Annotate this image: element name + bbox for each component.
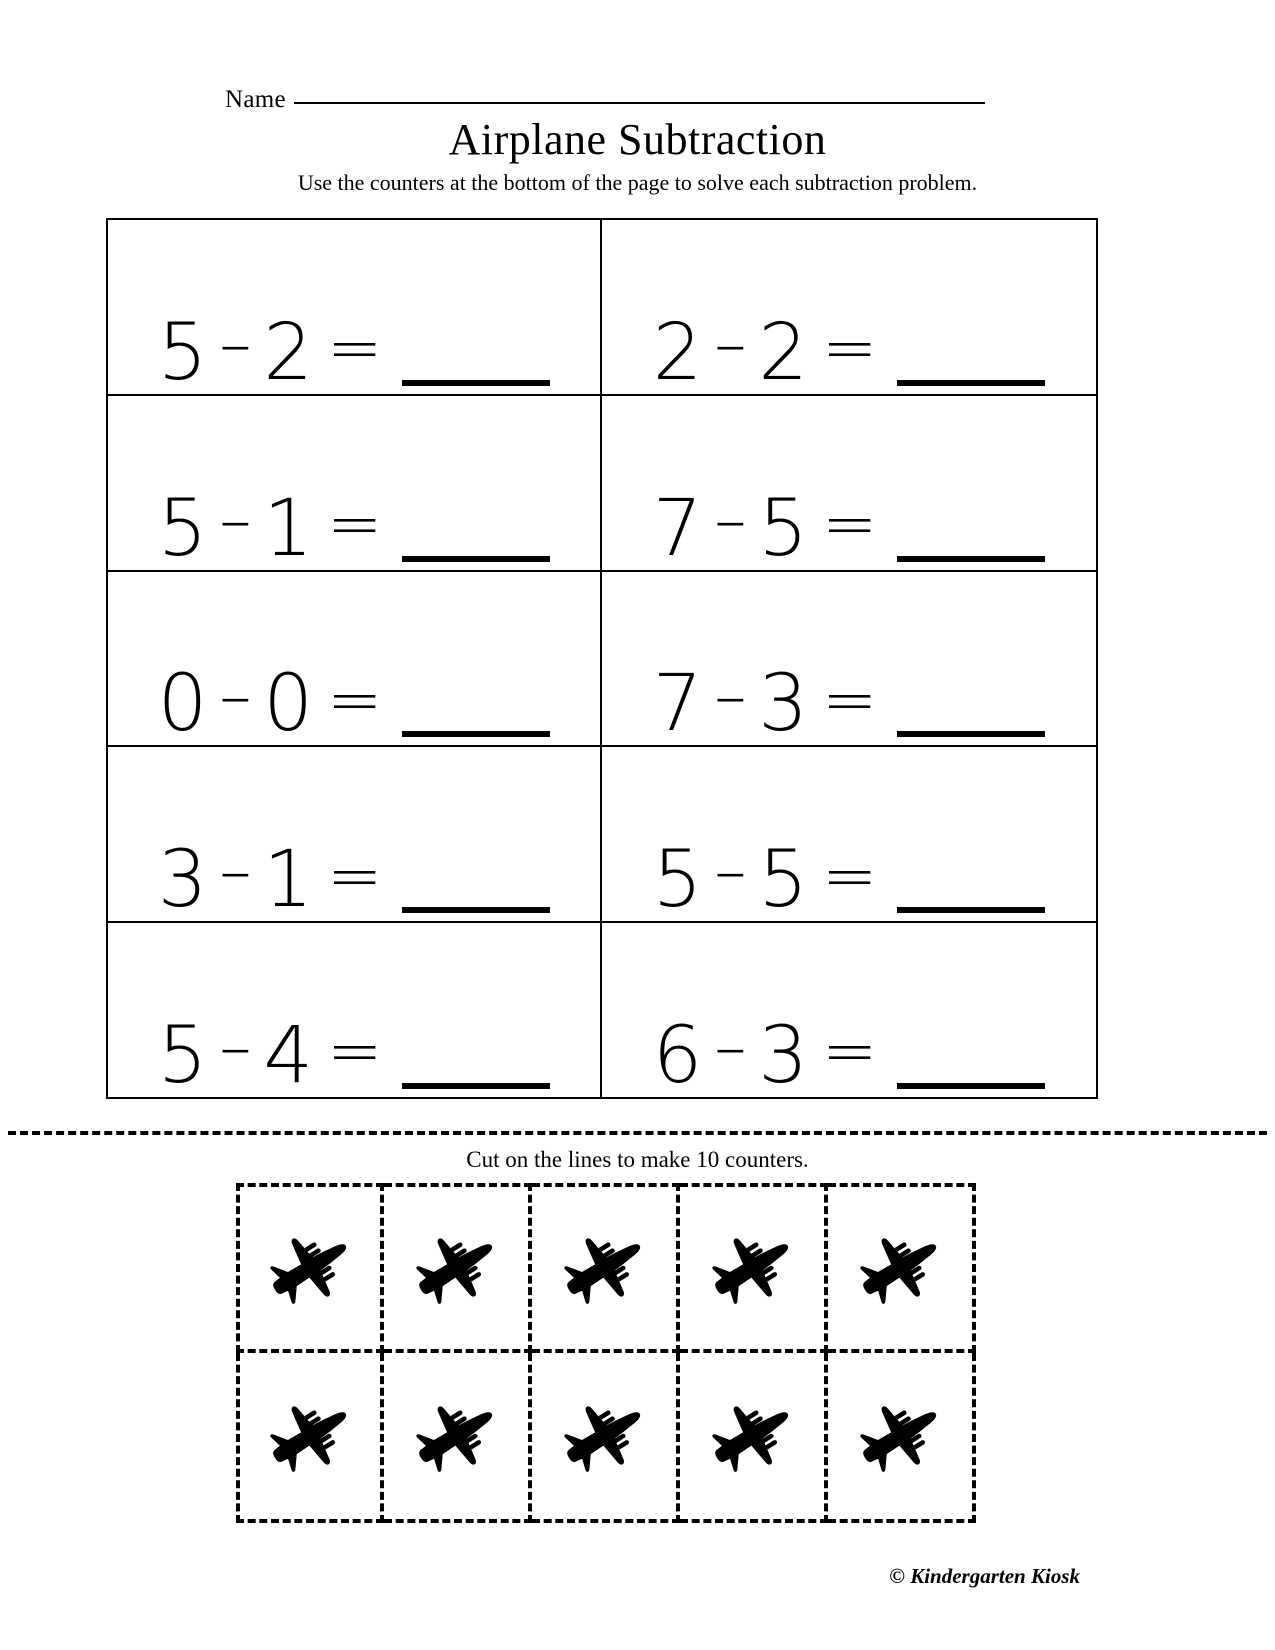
minuend: 5 <box>652 835 703 926</box>
airplane-icon <box>258 1384 362 1488</box>
counter-card[interactable] <box>828 1353 976 1523</box>
subtraction-equation <box>108 483 600 574</box>
minus-operator: – <box>714 835 747 910</box>
problem-cell <box>108 747 602 926</box>
subtraction-equation <box>602 307 1096 398</box>
airplane-icon <box>700 1216 804 1320</box>
name-field-row <box>225 86 985 114</box>
minuend: 7 <box>652 483 703 574</box>
answer-blank[interactable] <box>897 1083 1045 1089</box>
airplane-icon <box>404 1384 508 1488</box>
airplane-icon <box>404 1216 508 1320</box>
problem-row <box>108 747 1096 926</box>
answer-blank[interactable] <box>402 731 550 737</box>
answer-blank[interactable] <box>402 556 550 562</box>
minus-operator: – <box>714 483 747 558</box>
counter-card[interactable] <box>828 1183 976 1353</box>
name-label: Name <box>225 86 286 113</box>
minus-operator: – <box>219 659 252 734</box>
minuend: 2 <box>652 307 703 398</box>
problem-cell <box>108 396 602 574</box>
problem-row <box>108 572 1096 748</box>
equals-sign: = <box>326 660 383 738</box>
minuend: 0 <box>157 659 208 750</box>
counter-card[interactable] <box>384 1353 532 1523</box>
problem-cell <box>108 220 602 398</box>
subtrahend: 5 <box>758 483 808 574</box>
problem-cell <box>108 923 602 1101</box>
counter-card[interactable] <box>236 1353 384 1523</box>
counters-caption: Cut on the lines to make 10 counters. <box>466 1147 809 1172</box>
minuend: 6 <box>652 1010 703 1101</box>
minus-operator: – <box>714 1011 747 1086</box>
subtraction-equation <box>108 1010 600 1101</box>
subtrahend: 1 <box>263 483 313 574</box>
equals-sign: = <box>326 1012 383 1090</box>
counter-card[interactable] <box>236 1183 384 1353</box>
answer-blank[interactable] <box>402 907 550 913</box>
subtraction-equation <box>602 483 1096 574</box>
counter-card[interactable] <box>532 1183 680 1353</box>
counter-card[interactable] <box>680 1353 828 1523</box>
copyright-notice: © Kindergarten Kiosk <box>889 1564 1080 1588</box>
cut-line-divider <box>8 1131 1267 1135</box>
equals-sign: = <box>326 309 383 387</box>
problem-cell <box>602 747 1096 926</box>
equals-sign: = <box>821 309 878 387</box>
answer-blank[interactable] <box>897 907 1045 913</box>
minus-operator: – <box>219 1011 252 1086</box>
problem-cell <box>602 572 1096 750</box>
minus-operator: – <box>714 659 747 734</box>
minus-operator: – <box>219 308 252 382</box>
subtraction-equation <box>108 307 600 398</box>
problem-row <box>108 396 1096 572</box>
counter-card[interactable] <box>680 1183 828 1353</box>
problem-cell <box>108 572 602 750</box>
name-write-in-line[interactable] <box>294 102 985 104</box>
subtrahend: 5 <box>758 835 808 926</box>
airplane-icon <box>552 1384 656 1488</box>
counter-card[interactable] <box>384 1183 532 1353</box>
subtraction-equation <box>602 1010 1096 1101</box>
minuend: 7 <box>652 659 703 750</box>
counter-card[interactable] <box>532 1353 680 1523</box>
subtrahend: 0 <box>263 659 313 750</box>
equals-sign: = <box>326 484 383 562</box>
equals-sign: = <box>821 836 878 914</box>
problem-row <box>108 923 1096 1101</box>
answer-blank[interactable] <box>897 731 1045 737</box>
problem-cell <box>602 220 1096 398</box>
problem-cell <box>602 923 1096 1101</box>
airplane-icon <box>848 1216 952 1320</box>
subtraction-equation <box>602 659 1096 750</box>
counters-grid <box>236 1183 976 1523</box>
answer-blank[interactable] <box>897 556 1045 562</box>
minus-operator: – <box>219 835 252 910</box>
subtraction-equation <box>108 835 600 926</box>
minuend: 5 <box>157 1010 208 1101</box>
subtraction-equation <box>108 659 600 750</box>
subtrahend: 2 <box>758 307 808 398</box>
minuend: 5 <box>157 483 208 574</box>
equals-sign: = <box>821 484 878 562</box>
page-instructions: Use the counters at the bottom of the page to solve each subtraction problem. <box>297 170 978 195</box>
airplane-icon <box>848 1384 952 1488</box>
problem-row <box>108 220 1096 396</box>
answer-blank[interactable] <box>402 1083 550 1089</box>
airplane-icon <box>258 1216 362 1320</box>
problem-table <box>106 218 1098 1099</box>
minus-operator: – <box>714 308 747 382</box>
airplane-icon <box>700 1384 804 1488</box>
answer-blank[interactable] <box>402 380 550 386</box>
subtrahend: 4 <box>263 1010 313 1101</box>
subtrahend: 3 <box>758 1010 808 1101</box>
subtrahend: 3 <box>758 659 808 750</box>
minuend: 5 <box>157 307 208 398</box>
answer-blank[interactable] <box>897 380 1045 386</box>
equals-sign: = <box>821 1012 878 1090</box>
minuend: 3 <box>157 835 208 926</box>
airplane-icon <box>552 1216 656 1320</box>
problem-cell <box>602 396 1096 574</box>
subtrahend: 1 <box>263 835 313 926</box>
subtrahend: 2 <box>263 307 313 398</box>
equals-sign: = <box>326 836 383 914</box>
equals-sign: = <box>821 660 878 738</box>
subtraction-equation <box>602 835 1096 926</box>
page-title: Airplane Subtraction <box>448 115 827 164</box>
minus-operator: – <box>219 483 252 558</box>
